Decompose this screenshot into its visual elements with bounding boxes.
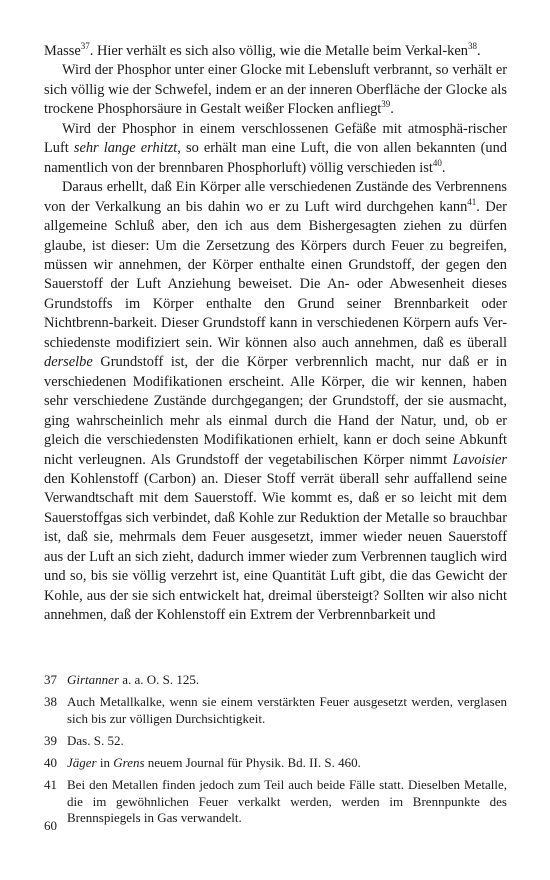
footnote-ref-39[interactable]: 39 [381, 99, 391, 110]
footnote-text: Bei den Metallen finden jedoch zum Teil auch beide Fälle statt. Dieselben Metalle, die im gewöhnlichen Feuer verkalkt werden, werden im Brennpunkte des Brennspiegels in Gas verwandelt. [67, 777, 507, 826]
emphasis: derselbe [44, 354, 93, 371]
footnote-number: 41 [44, 777, 57, 793]
footnote-number: 38 [44, 694, 57, 710]
footnote-text: Jäger in Grens neuem Journal für Physik. Bd. II. S. 460. [67, 755, 361, 771]
footnote-41 [44, 777, 507, 826]
paragraph-3: Wird der Phosphor in einem verschlossenen Gefäße mit atmosphä-rischer Luft sehr lange erhitzt, so erhält man eine Luft, die von allen bekannten (und namentlich von der brennbaren Phosphorluft) völlig verschieden ist$^{40}$. [44, 120, 507, 176]
footnote-ref-40[interactable]: 40 [432, 157, 442, 168]
emphasis: sehr lange erhitzt [73, 140, 178, 157]
main-text [44, 42, 507, 626]
paragraph-2: Wird der Phosphor unter einer Glocke mit Lebensluft verbrannt, so verhält er sich völlig wie der Schwefel, indem er an der inneren Oberfläche der Glocke als trockene Phosphorsäure in Gestalt weißer Flocken anfliegt$^{39}$. [44, 62, 507, 118]
paragraph-4: Daraus erhellt, daß Ein Körper alle verschiedenen Zustände des Verbrennens von der Verkalkung an bis dahin wo er zu Luft wird durchgehen kann$^{41}$. Der allgemeine Schluß aber, den ich aus dem Bishergesagten ziehen zu dürfen glaube, ist dieser: Um die Zersetzung des Körpers durch Feuer zu begreifen, müssen wir annehmen, der Körper enthalte einen Grundstoff, der gegen den Sauerstoff der Luft Anziehung beweiset. Die An- oder Abwesenheit dieses Grundstoffs im Körper enthalte den Grund seiner Brennbarkeit oder Nichtbrenn-barkeit. Dieser Grundstoff kann in verschiedenen Körpern aufs Ver-schiedenste modifiziert sein. Wir können also auch annehmen, daß es überall derselbe Grundstoff ist, der die Körper verbrennlich macht, nur daß er in verschiedenen Modifikationen erscheint. Alle Körper, die wir kennen, haben sehr verschiedene Zustände durchgegangen; der Grundstoff, der sie ausmacht, ging wahrscheinlich mehr als einmal durch die Hand der Natur, und, ob er gleich die verschiedensten Modifikationen erhielt, kann er doch seine Abkunft nicht verleugnen. Als Grundstoff der vegetabilischen Körper nimmt Lavoisier den Kohlenstoff (Carbon) an. Dieser Stoff verrät überall sehr auffallend seine Verwandtschaft mit dem Sauerstoff. Wie kommt es, daß er so leicht mit dem Sauerstoffgas sich verbindet, daß Kohle zur Reduktion der Metalle so brauchbar ist, daß sie, mehrmals dem Feuer ausgesetzt, immer wieder neuen Sauerstoff aus der Luft an sich zieht, dadurch immer wieder zum Verbrennen tauglich wird und so, bis sie völlig verzehrt ist, eine Quantität Luft gibt, die das Gewicht der Kohle, aus der sie sich entwickelt hat, dreimal übersteigt? Sollten wir also nicht annehmen, daß der Kohlenstoff ein Extrem der Verbrennbarkeit und [44, 179, 507, 624]
emphasis-name: Lavoisier [452, 451, 507, 468]
footnote-number: 37 [44, 672, 57, 687]
footnote-ref-41[interactable]: 41 [467, 196, 477, 207]
footnote-text: Auch Metallkalke, wenn sie einem verstärkten Feuer ausgesetzt werden, verglasen sich bis zur völligen Durchsichtigkeit. [67, 694, 507, 726]
paragraph-1: Masse$^{37}$. Hier verhält es sich also völlig, wie die Metalle beim Verkal-ken$^{38}$. [44, 41, 481, 59]
page-number: 60 [44, 818, 57, 833]
footnote-ref-37[interactable]: 37 [80, 41, 90, 51]
footnote-39 [44, 733, 507, 749]
footnotes [44, 672, 507, 832]
footnote-40 [44, 755, 507, 771]
footnote-text: Girtanner a. a. O. S. 125. [67, 672, 200, 687]
footnote-37 [44, 672, 507, 688]
footnote-number: 40 [44, 755, 57, 771]
footnote-ref-38[interactable]: 38 [467, 41, 477, 51]
footnote-number: 39 [44, 732, 57, 748]
footnote-text: Das. S. 52. [67, 732, 124, 748]
footnote-38 [44, 694, 507, 727]
